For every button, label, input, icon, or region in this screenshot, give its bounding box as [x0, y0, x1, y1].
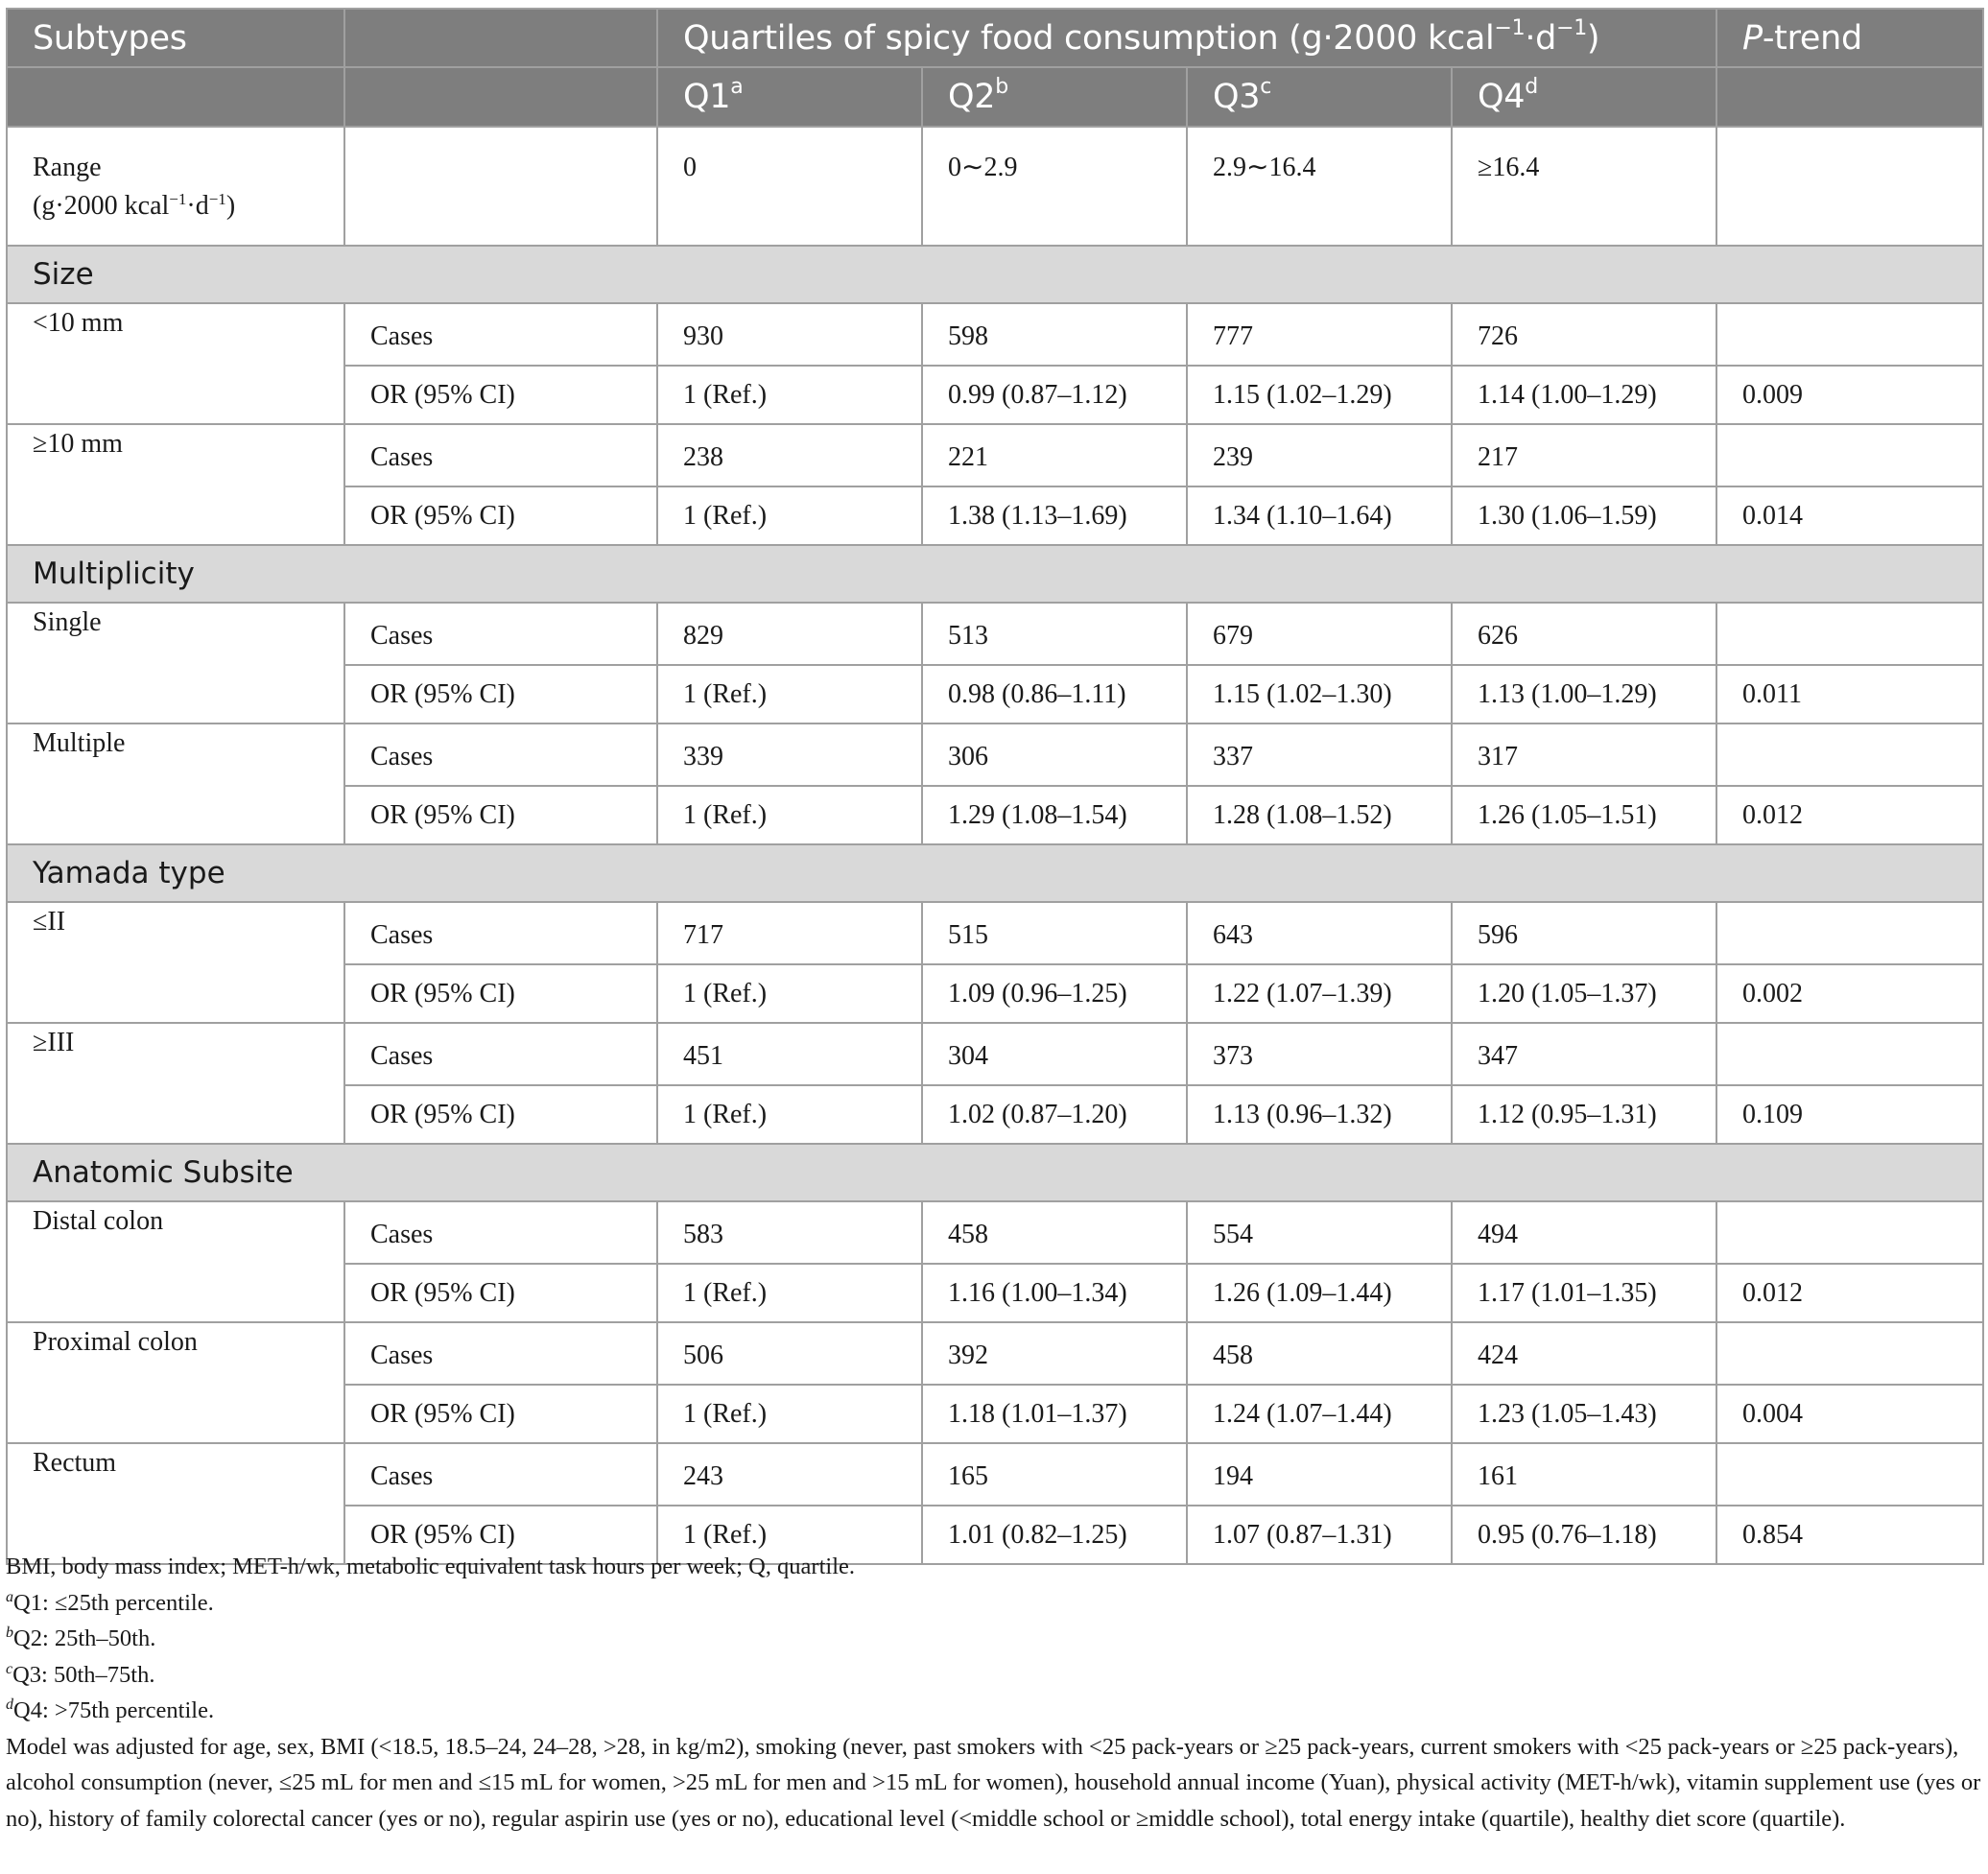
cases-q4: 626 [1452, 603, 1716, 665]
cases-q2: 458 [922, 1201, 1187, 1264]
cases-p-blank [1716, 603, 1983, 665]
cases-q1: 829 [657, 603, 922, 665]
cases-q3: 554 [1187, 1201, 1452, 1264]
cases-q2: 221 [922, 424, 1187, 486]
cases-row [7, 303, 1983, 366]
header-blank-b [344, 67, 657, 127]
subgroup-name: Multiple [7, 724, 344, 844]
or-q4: 1.26 (1.05–1.51) [1452, 786, 1716, 844]
section-header-row [7, 246, 1983, 303]
cases-p-blank [1716, 902, 1983, 964]
cases-p-blank [1716, 724, 1983, 786]
or-q4: 1.30 (1.06–1.59) [1452, 486, 1716, 545]
cases-q3: 194 [1187, 1443, 1452, 1506]
or-q3: 1.13 (0.96–1.32) [1187, 1085, 1452, 1144]
footnote-mark: b [6, 1625, 13, 1641]
p-trend-value: 0.854 [1716, 1506, 1983, 1564]
header-p-trend: P-trend [1716, 9, 1983, 67]
or-q3: 1.24 (1.07–1.44) [1187, 1385, 1452, 1443]
cases-p-blank [1716, 1443, 1983, 1506]
subgroup-name: Proximal colon [7, 1322, 344, 1443]
or-q1: 1 (Ref.) [657, 366, 922, 424]
p-trend-value: 0.012 [1716, 786, 1983, 844]
cases-p-blank [1716, 1023, 1983, 1085]
range-row [7, 127, 1983, 246]
footnote [6, 1621, 1982, 1657]
section-header-row [7, 545, 1983, 603]
cases-p-blank [1716, 303, 1983, 366]
cases-label: Cases [344, 424, 657, 486]
cases-label: Cases [344, 902, 657, 964]
cases-q4: 161 [1452, 1443, 1716, 1506]
cases-row [7, 424, 1983, 486]
or-label: OR (95% CI) [344, 786, 657, 844]
cases-q4: 217 [1452, 424, 1716, 486]
spicy-food-subtype-table [6, 8, 1984, 1565]
cases-q1: 930 [657, 303, 922, 366]
cases-q1: 583 [657, 1201, 922, 1264]
cases-q2: 515 [922, 902, 1187, 964]
or-q1: 1 (Ref.) [657, 665, 922, 724]
cases-q3: 643 [1187, 902, 1452, 964]
or-q2: 1.38 (1.13–1.69) [922, 486, 1187, 545]
range-q3: 2.9∼16.4 [1187, 127, 1452, 246]
footnote [6, 1585, 1982, 1622]
p-trend-value: 0.011 [1716, 665, 1983, 724]
cases-q2: 304 [922, 1023, 1187, 1085]
cases-q4: 317 [1452, 724, 1716, 786]
or-q1: 1 (Ref.) [657, 964, 922, 1023]
or-q2: 0.99 (0.87–1.12) [922, 366, 1187, 424]
or-q4: 1.13 (1.00–1.29) [1452, 665, 1716, 724]
header-row-1 [7, 9, 1983, 67]
section-header-row [7, 1144, 1983, 1201]
range-q4: ≥16.4 [1452, 127, 1716, 246]
or-label: OR (95% CI) [344, 1264, 657, 1322]
range-blank [344, 127, 657, 246]
header-blank-a [7, 67, 344, 127]
or-q3: 1.15 (1.02–1.29) [1187, 366, 1452, 424]
cases-q3: 777 [1187, 303, 1452, 366]
p-trend-value: 0.014 [1716, 486, 1983, 545]
section-title: Anatomic Subsite [7, 1144, 1983, 1201]
cases-q4: 347 [1452, 1023, 1716, 1085]
subgroup-name: Rectum [7, 1443, 344, 1564]
or-q2: 0.98 (0.86–1.11) [922, 665, 1187, 724]
header-blank-c [1716, 67, 1983, 127]
footnote-mark: c [6, 1660, 13, 1677]
cases-q1: 238 [657, 424, 922, 486]
header-q1: Q1$^a$ [657, 67, 922, 127]
or-q4: 1.14 (1.00–1.29) [1452, 366, 1716, 424]
or-q2: 1.02 (0.87–1.20) [922, 1085, 1187, 1144]
cases-row [7, 1322, 1983, 1385]
section-title: Yamada type [7, 844, 1983, 902]
section-header-row [7, 844, 1983, 902]
or-q4: 0.95 (0.76–1.18) [1452, 1506, 1716, 1564]
p-trend-value: 0.002 [1716, 964, 1983, 1023]
header-subtypes: Subtypes [7, 9, 344, 67]
cases-row [7, 603, 1983, 665]
table-body [7, 127, 1983, 1564]
or-q1: 1 (Ref.) [657, 1085, 922, 1144]
cases-q3: 337 [1187, 724, 1452, 786]
cases-p-blank [1716, 424, 1983, 486]
or-q3: 1.34 (1.10–1.64) [1187, 486, 1452, 545]
cases-q4: 726 [1452, 303, 1716, 366]
cases-row [7, 1443, 1983, 1506]
cases-q4: 596 [1452, 902, 1716, 964]
or-label: OR (95% CI) [344, 665, 657, 724]
cases-q4: 494 [1452, 1201, 1716, 1264]
cases-q1: 451 [657, 1023, 922, 1085]
or-q4: 1.23 (1.05–1.43) [1452, 1385, 1716, 1443]
footnote-text: Q2: 25th–50th. [13, 1625, 156, 1651]
cases-label: Cases [344, 1322, 657, 1385]
subgroup-name: ≤II [7, 902, 344, 1023]
footnote-list [6, 1585, 1982, 1729]
header-blank [344, 9, 657, 67]
cases-row [7, 724, 1983, 786]
model-adjustment-note: Model was adjusted for age, sex, BMI (<18.5, 18.5–24, 24–28, >28, in kg/m2), smoking (never, past smokers with <25 pack-years or ≥25 pack-years, current smokers with <25 pack-years or ≥25 pack-years), alcohol consumption (never, ≤25 mL for men and ≤15 mL for women, >25 mL for men and >15 mL for women), household annual income (Yuan), physical activity (MET-h/wk), vitamin supplement use (yes or no), history of family colorectal cancer (yes or no), regular aspirin use (yes or no), educational level (<middle school or ≥middle school), total energy intake (quartile), healthy diet score (quartile). [6, 1733, 1981, 1832]
or-q3: 1.07 (0.87–1.31) [1187, 1506, 1452, 1564]
cases-q4: 424 [1452, 1322, 1716, 1385]
or-q4: 1.12 (0.95–1.31) [1452, 1085, 1716, 1144]
subgroup-name: Single [7, 603, 344, 724]
cases-row [7, 902, 1983, 964]
or-q3: 1.22 (1.07–1.39) [1187, 964, 1452, 1023]
cases-q3: 373 [1187, 1023, 1452, 1085]
or-q2: 1.18 (1.01–1.37) [922, 1385, 1187, 1443]
or-q2: 1.09 (0.96–1.25) [922, 964, 1187, 1023]
range-q1: 0 [657, 127, 922, 246]
cases-row [7, 1201, 1983, 1264]
cases-label: Cases [344, 603, 657, 665]
or-q4: 1.17 (1.01–1.35) [1452, 1264, 1716, 1322]
header-row-2 [7, 67, 1983, 127]
footnote-text: Q3: 50th–75th. [12, 1661, 155, 1688]
cases-label: Cases [344, 1023, 657, 1085]
or-label: OR (95% CI) [344, 1085, 657, 1144]
subgroup-name: Distal colon [7, 1201, 344, 1322]
or-label: OR (95% CI) [344, 486, 657, 545]
section-title: Size [7, 246, 1983, 303]
footnote-text: Q1: ≤25th percentile. [13, 1589, 214, 1616]
table-footnotes [6, 1549, 1982, 1837]
or-q2: 1.01 (0.82–1.25) [922, 1506, 1187, 1564]
header-q3: Q3$^c$ [1187, 67, 1452, 127]
cases-label: Cases [344, 1443, 657, 1506]
header-quartiles: Quartiles of spicy food consumption (g·2000 $kcal^{-1}\cdot d^{-1}$) [657, 9, 1716, 67]
cases-q2: 306 [922, 724, 1187, 786]
cases-p-blank [1716, 1201, 1983, 1264]
or-q3: 1.15 (1.02–1.30) [1187, 665, 1452, 724]
footnote [6, 1657, 1982, 1694]
cases-q3: 679 [1187, 603, 1452, 665]
or-q3: 1.28 (1.08–1.52) [1187, 786, 1452, 844]
cases-q2: 392 [922, 1322, 1187, 1385]
p-trend-value: 0.012 [1716, 1264, 1983, 1322]
p-trend-value: 0.004 [1716, 1385, 1983, 1443]
cases-q2: 598 [922, 303, 1187, 366]
cases-label: Cases [344, 1201, 657, 1264]
p-trend-value: 0.009 [1716, 366, 1983, 424]
or-q1: 1 (Ref.) [657, 486, 922, 545]
or-q2: 1.16 (1.00–1.34) [922, 1264, 1187, 1322]
or-q1: 1 (Ref.) [657, 786, 922, 844]
or-label: OR (95% CI) [344, 964, 657, 1023]
section-title: Multiplicity [7, 545, 1983, 603]
abbreviations-note: BMI, body mass index; MET-h/wk, metabolic equivalent task hours per week; Q, quartile. [6, 1554, 856, 1579]
footnote-text: Q4: >75th percentile. [13, 1697, 215, 1723]
range-p [1716, 127, 1983, 246]
cases-q1: 717 [657, 902, 922, 964]
or-q4: 1.20 (1.05–1.37) [1452, 964, 1716, 1023]
cases-q1: 243 [657, 1443, 922, 1506]
subgroup-name: ≥10 mm [7, 424, 344, 545]
or-label: OR (95% CI) [344, 366, 657, 424]
subgroup-name: <10 mm [7, 303, 344, 424]
or-label: OR (95% CI) [344, 1385, 657, 1443]
or-label: OR (95% CI) [344, 1506, 657, 1564]
or-q2: 1.29 (1.08–1.54) [922, 786, 1187, 844]
footnote-mark: d [6, 1696, 13, 1713]
cases-q1: 506 [657, 1322, 922, 1385]
cases-q3: 458 [1187, 1322, 1452, 1385]
cases-label: Cases [344, 303, 657, 366]
or-q1: 1 (Ref.) [657, 1385, 922, 1443]
header-q2: Q2$^b$ [922, 67, 1187, 127]
or-q1: 1 (Ref.) [657, 1264, 922, 1322]
results-table-container [6, 8, 1982, 1565]
header-q4: Q4$^d$ [1452, 67, 1716, 127]
footnote [6, 1693, 1982, 1729]
cases-label: Cases [344, 724, 657, 786]
footnote-mark: a [6, 1588, 13, 1605]
cases-q2: 165 [922, 1443, 1187, 1506]
cases-p-blank [1716, 1322, 1983, 1385]
range-label: Range (g·2000 $kcal^{-1}\cdot d^{-1}$) [7, 127, 344, 246]
p-trend-value: 0.109 [1716, 1085, 1983, 1144]
or-q3: 1.26 (1.09–1.44) [1187, 1264, 1452, 1322]
or-q1: 1 (Ref.) [657, 1506, 922, 1564]
cases-q3: 239 [1187, 424, 1452, 486]
cases-row [7, 1023, 1983, 1085]
cases-q2: 513 [922, 603, 1187, 665]
cases-q1: 339 [657, 724, 922, 786]
subgroup-name: ≥III [7, 1023, 344, 1144]
range-q2: 0∼2.9 [922, 127, 1187, 246]
